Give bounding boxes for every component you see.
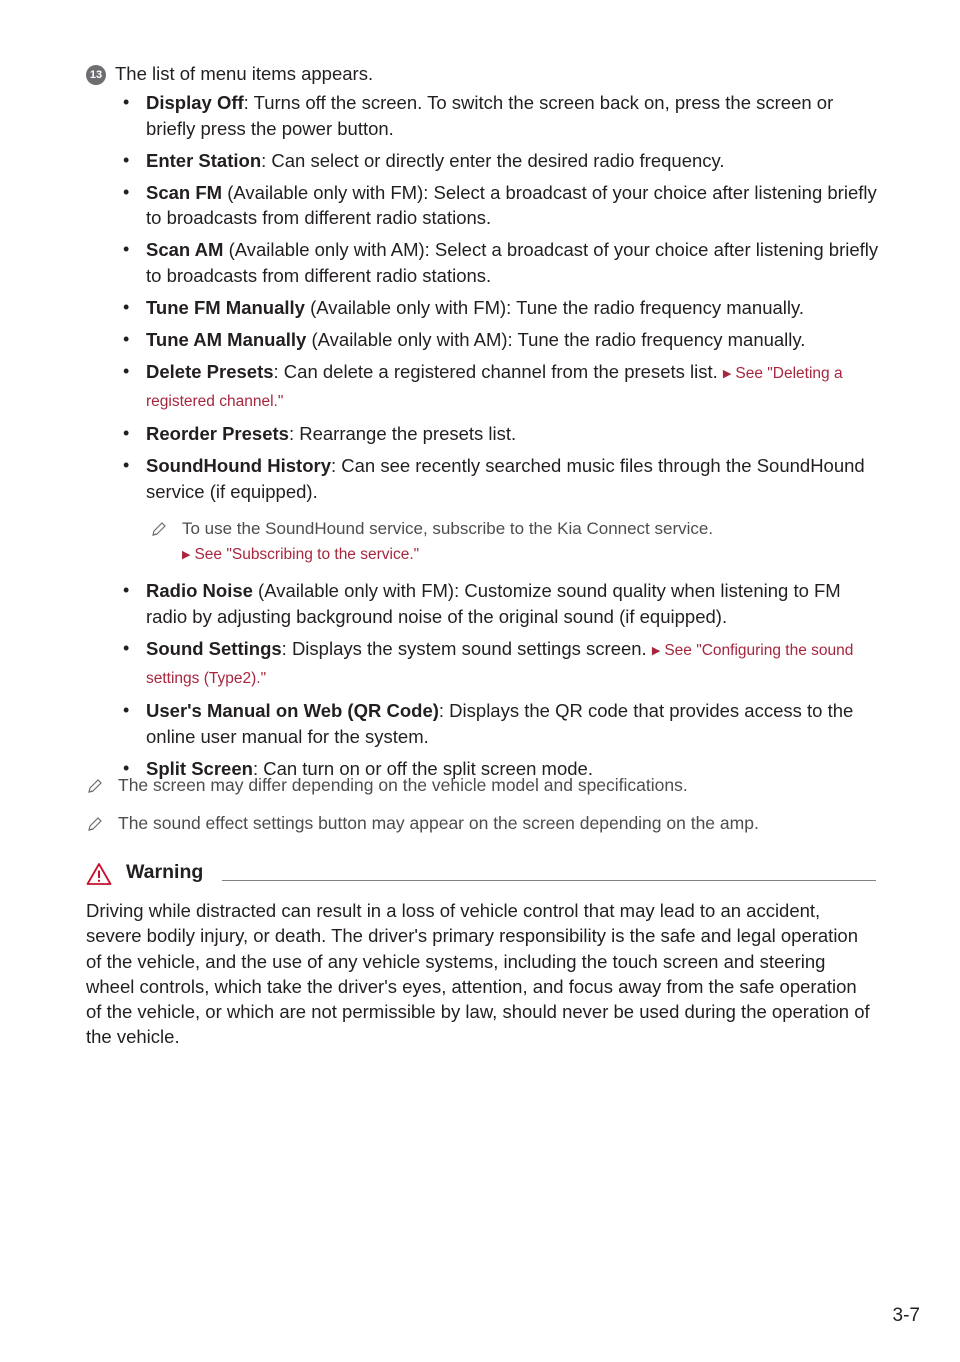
pencil-note-icon <box>86 815 104 833</box>
warning-divider <box>222 880 876 881</box>
item-desc: : Can turn on or off the split screen mode. <box>252 757 593 779</box>
item-term: User's Manual on Web (QR Code) <box>146 700 439 721</box>
item-term: Split Screen <box>146 757 253 779</box>
menu-items-list <box>120 90 880 788</box>
cross-reference-text: See "Subscribing to the service." <box>194 546 420 563</box>
list-item <box>120 359 880 415</box>
note-screen-differs <box>86 773 898 797</box>
list-item <box>120 636 880 692</box>
item-desc: : Rearrange the presets list. <box>288 423 517 444</box>
note-text: The sound effect settings button may appear on the screen depending on the amp. <box>118 813 759 833</box>
bullet-icon: • <box>123 92 130 112</box>
list-item <box>120 295 880 321</box>
item-term: SoundHound History <box>146 455 331 476</box>
step-number-badge: 13 <box>86 65 106 85</box>
bullet-icon: • <box>123 328 130 349</box>
bullet-icon: • <box>123 360 130 381</box>
item-term: Delete Presets <box>146 360 274 382</box>
warning-triangle-icon <box>86 862 112 886</box>
cross-reference-link[interactable] <box>182 546 419 563</box>
item-desc: : Turns off the screen. To switch the screen back on, press the screen or briefly press the power button. <box>146 92 834 139</box>
step-text: The list of menu items appears. <box>115 63 374 84</box>
bullet-icon: • <box>123 580 130 600</box>
step-heading <box>86 61 373 87</box>
bullet-icon: • <box>123 757 130 778</box>
item-desc: (Available only with FM): Customize sound quality when listening to FM radio by adjusting background noise of the original sound (if equipped). <box>146 580 841 627</box>
item-desc: : Can see recently searched music files through the SoundHound service (if equipped). <box>146 455 865 502</box>
note-text: The screen may differ depending on the vehicle model and specifications. <box>118 775 688 795</box>
list-item <box>120 237 880 288</box>
list-item <box>120 421 880 447</box>
arrow-right-icon: ▶ <box>182 549 191 561</box>
cross-reference-text: See "Configuring the sound settings (Type2)." <box>146 641 854 687</box>
item-desc: : Displays the QR code that provides access to the online user manual for the system. <box>146 700 854 747</box>
list-item <box>120 148 880 174</box>
bullet-icon: • <box>123 423 130 443</box>
soundhound-note <box>120 516 880 568</box>
bullet-icon: • <box>123 637 130 658</box>
item-desc: (Available only with AM): Select a broadcast of your choice after listening briefly to broadcasts from different radio stations. <box>146 239 879 286</box>
item-desc: (Available only with FM): Tune the radio frequency manually. <box>304 296 805 318</box>
list-item <box>120 453 880 504</box>
list-item <box>120 180 880 231</box>
item-term: Radio Noise <box>146 580 253 601</box>
warning-header <box>86 860 876 890</box>
bullet-icon: • <box>123 239 130 259</box>
list-item <box>120 698 880 749</box>
item-term: Scan AM <box>146 239 224 260</box>
page-number: 3-7 <box>892 1305 920 1326</box>
item-term: Display Off <box>146 92 244 113</box>
bullet-icon: • <box>123 455 130 475</box>
item-term: Enter Station <box>146 149 262 171</box>
item-desc: (Available only with AM): Tune the radio frequency manually. <box>306 328 806 350</box>
pencil-note-icon <box>86 777 104 795</box>
warning-title: Warning <box>126 861 204 883</box>
pencil-note-icon <box>150 520 168 538</box>
item-term: Sound Settings <box>146 637 282 659</box>
item-term: Reorder Presets <box>146 423 289 444</box>
bullet-icon: • <box>123 149 130 170</box>
item-term: Tune FM Manually <box>146 296 305 318</box>
arrow-right-icon: ▶ <box>651 644 661 657</box>
item-term: Tune AM Manually <box>146 328 307 350</box>
note-text: To use the SoundHound service, subscribe to the Kia Connect service. <box>182 519 714 538</box>
list-item <box>120 578 880 629</box>
arrow-right-icon: ▶ <box>722 367 732 380</box>
item-desc: : Can select or directly enter the desired radio frequency. <box>261 149 725 171</box>
bullet-icon: • <box>123 700 130 720</box>
bullet-icon: • <box>123 181 130 202</box>
warning-text: Driving while distracted can result in a loss of vehicle control that may lead to an accident, severe bodily injury, or death. The driver's primary responsibility is the safe and legal operation of the vehicle, and the use of any vehicle systems, including the touch screen and steering wheel controls, which take the driver's eyes, attention, and focus away from the safe operation of the vehicle, or which are not permissible by law, should never be used during the operation of the vehicle. <box>86 900 870 1048</box>
list-item <box>120 327 880 353</box>
item-desc: (Available only with FM): Select a broadcast of your choice after listening briefly to broadcasts from different radio stations. <box>146 181 877 228</box>
item-desc: : Can delete a registered channel from the presets list. <box>273 360 718 382</box>
bullet-icon: • <box>123 296 130 317</box>
item-term: Scan FM <box>146 181 223 203</box>
note-sound-effect <box>86 811 898 835</box>
item-desc: : Displays the system sound settings screen. <box>281 637 647 659</box>
cross-reference-text: See "Deleting a registered channel." <box>146 364 843 410</box>
list-item <box>120 90 880 141</box>
